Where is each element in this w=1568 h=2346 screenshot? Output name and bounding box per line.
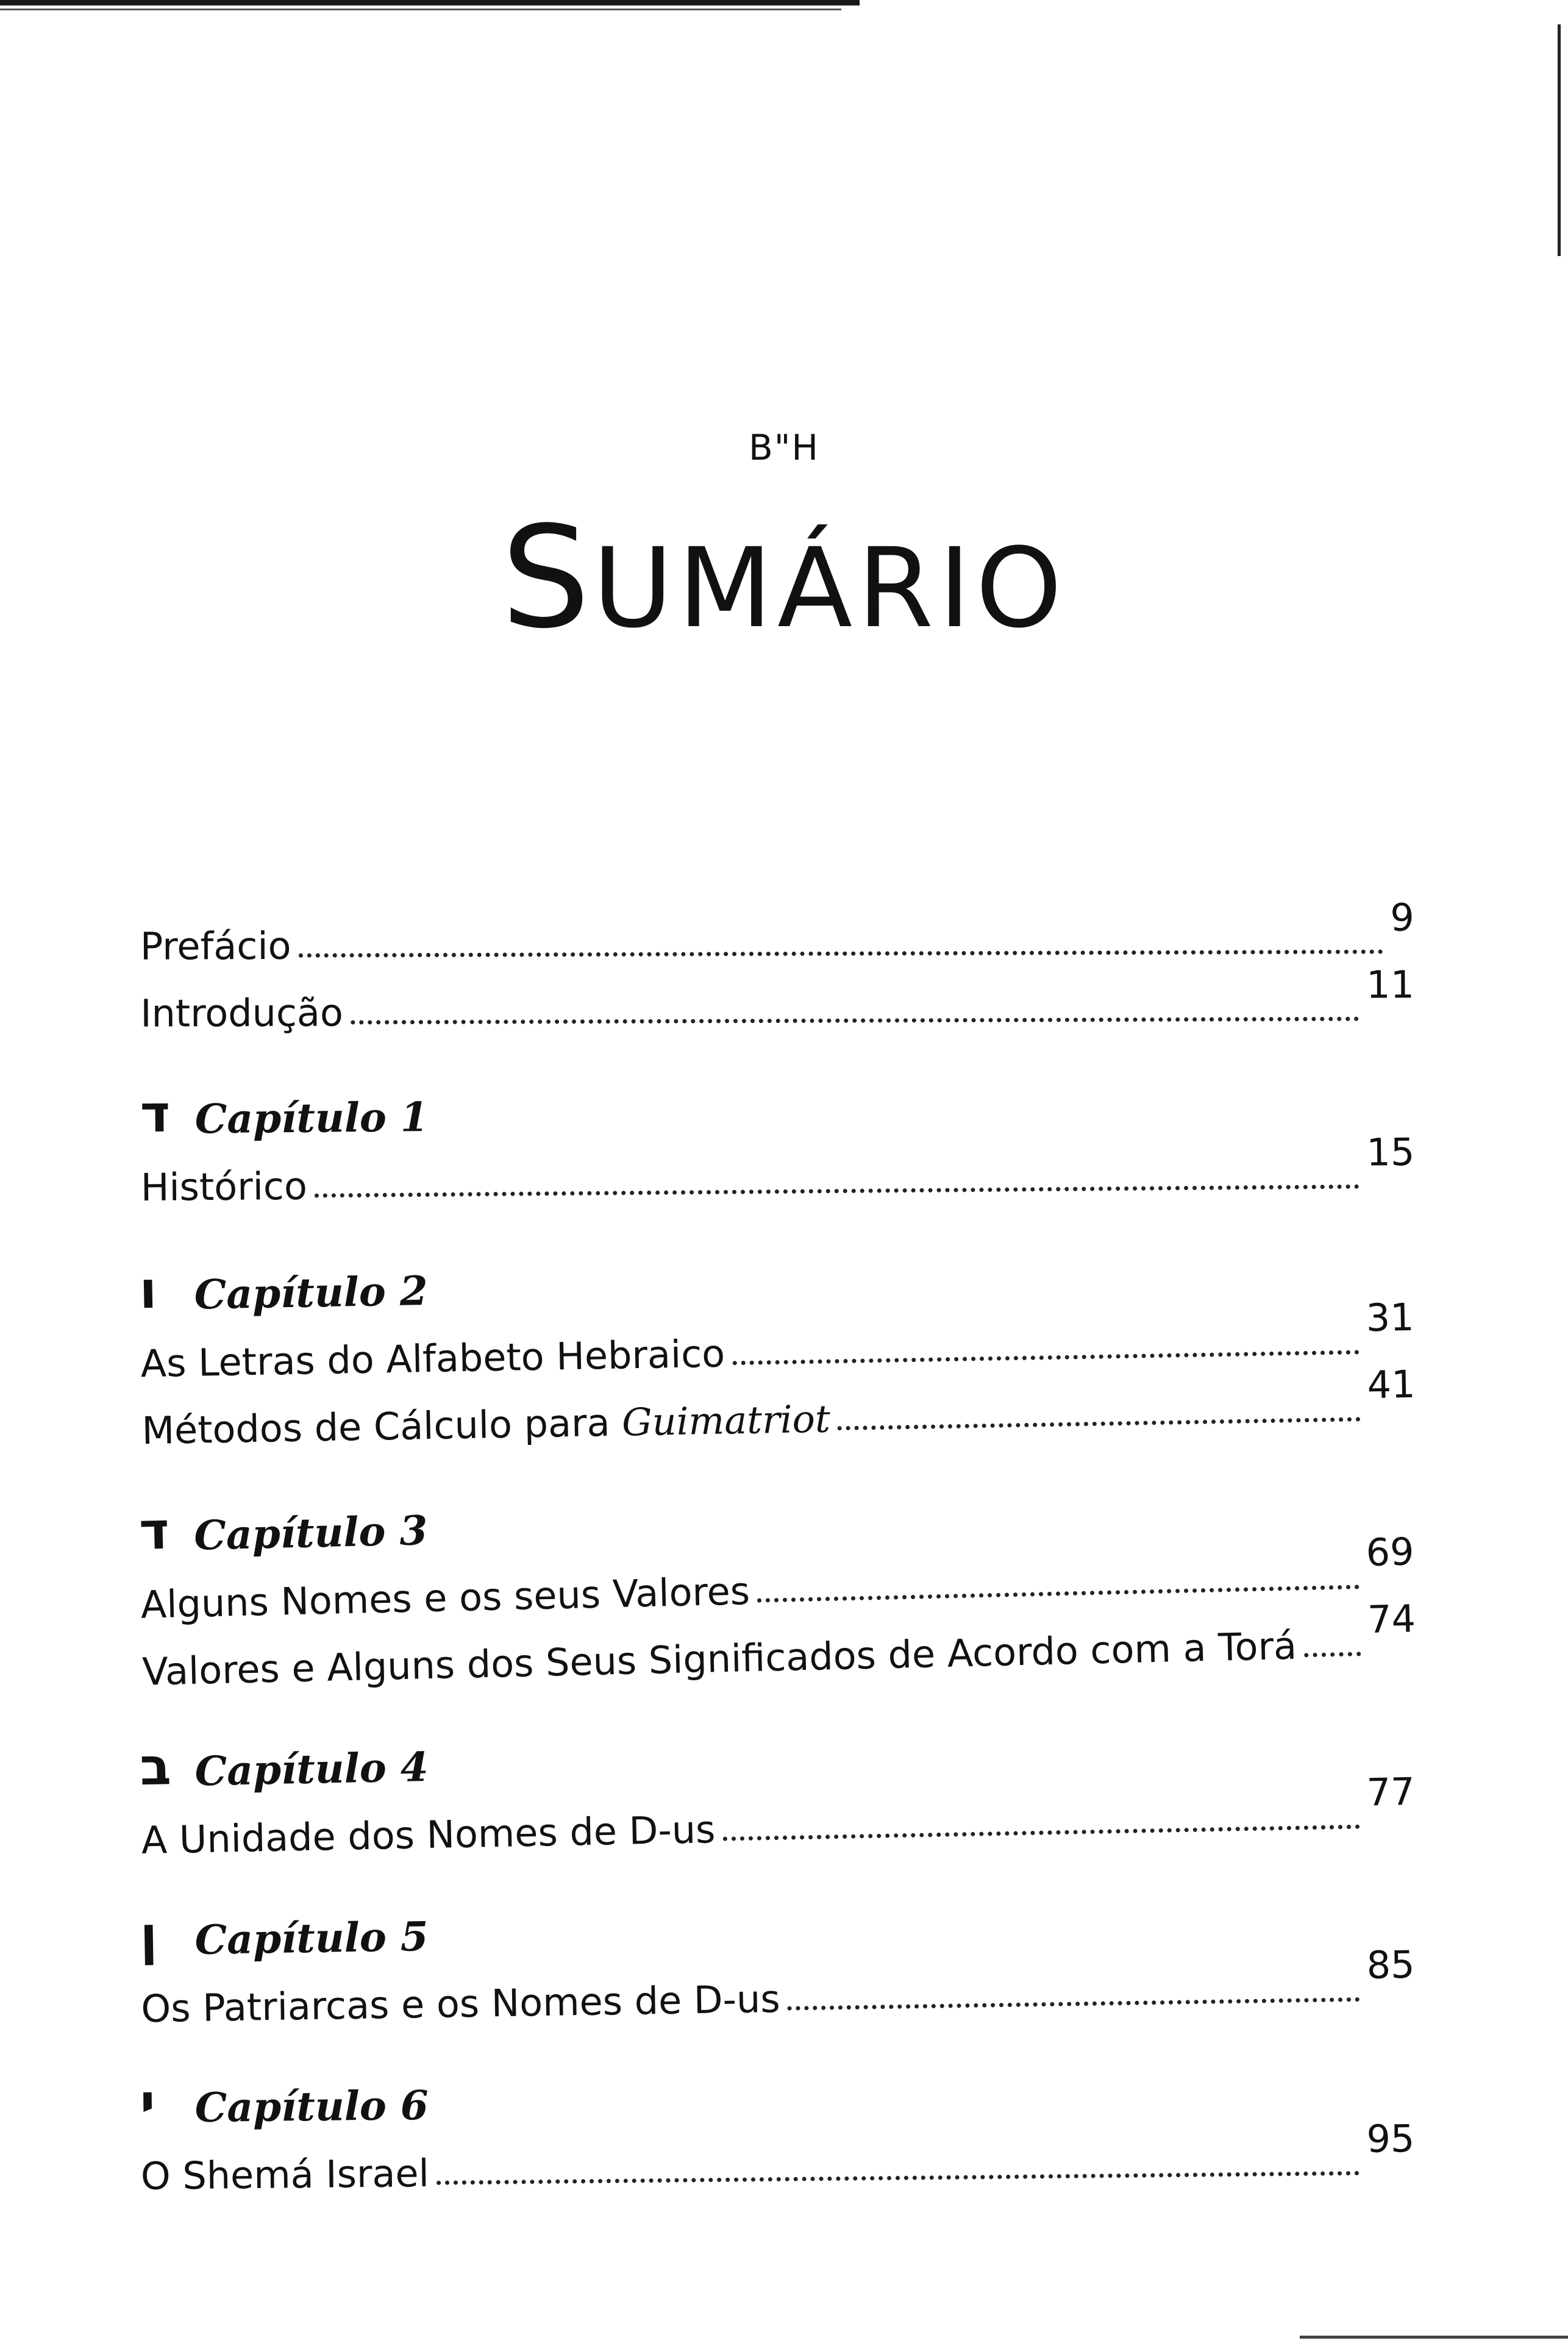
page-title-initial: S [501, 497, 593, 660]
scan-right-edge [1558, 24, 1561, 256]
chapter-2-group [138, 1221, 1416, 1453]
chapter-label: Capítulo 3 [193, 1506, 429, 1560]
chapter-3-group [138, 1455, 1416, 1694]
toc-entry-label: Valores e Alguns dos Seus Significados de Acordo com a Torá [141, 1623, 1297, 1694]
toc-entry-page: 74 [1367, 1596, 1416, 1642]
hebrew-letter-icon: ן [139, 1905, 159, 1966]
page-mark: B"H [748, 427, 820, 468]
hebrew-letter-icon: ד [140, 1083, 171, 1144]
hebrew-letter-icon: ו [138, 1260, 158, 1321]
toc-entry-page: 41 [1367, 1361, 1416, 1408]
dot-leader [838, 1417, 1361, 1430]
scan-bottom-rule [1300, 2336, 1568, 2339]
toc-entry-label-text: Métodos de Cálculo para [141, 1400, 611, 1453]
toc-entry-page: 95 [1366, 2116, 1415, 2161]
chapter-4-group [139, 1695, 1416, 1863]
toc-entry-page: 9 [1390, 895, 1414, 940]
chapter-label: Capítulo 5 [194, 1912, 429, 1964]
dot-leader [1304, 1652, 1361, 1657]
toc-entry-label-italic: Guimatriot [621, 1396, 831, 1445]
dot-leader [351, 1017, 1359, 1025]
dot-leader [299, 950, 1383, 958]
dot-leader [788, 1997, 1360, 2011]
chapter-label: Capítulo 6 [194, 2081, 429, 2131]
dot-leader [437, 2171, 1360, 2185]
page-title [0, 497, 1568, 660]
toc-entry-label: Prefácio [140, 923, 291, 969]
chapter-heading-6 [140, 2042, 1414, 2133]
toc-entry-historico[interactable] [140, 1128, 1415, 1210]
table-of-contents [138, 895, 1416, 2198]
toc-entry-introducao[interactable] [140, 961, 1415, 1036]
chapter-label: Capítulo 1 [194, 1093, 429, 1143]
hebrew-letter-icon: ב [139, 1736, 172, 1797]
dot-leader [723, 1825, 1360, 1841]
chapter-label: Capítulo 2 [194, 1267, 429, 1319]
toc-entry-label: Histórico [140, 1163, 308, 1210]
toc-entry-label: Os Patriarcas e os Nomes de D-us [140, 1976, 781, 2031]
toc-entry-label: As Letras do Alfabeto Hebraico [140, 1331, 725, 1386]
toc-entry-page: 15 [1366, 1129, 1415, 1175]
toc-entry-page: 11 [1366, 962, 1415, 1007]
toc-entry-label: Alguns Nomes e os seus Valores [140, 1569, 750, 1627]
hebrew-letter-icon: י [140, 2072, 155, 2133]
chapter-1-group [140, 1055, 1415, 1210]
dot-leader [315, 1185, 1360, 1198]
page-title-rest: UMÁRIO [592, 525, 1067, 652]
toc-entry-page: 77 [1366, 1769, 1416, 1815]
scan-top-rule-thin [0, 9, 841, 10]
front-matter [140, 894, 1415, 1036]
toc-entry-page: 31 [1366, 1294, 1415, 1341]
toc-entry-prefacio[interactable] [140, 894, 1414, 969]
chapter-5-group [139, 1868, 1416, 2031]
toc-entry-page: 69 [1365, 1529, 1415, 1575]
toc-entry-label: Introdução [140, 990, 344, 1036]
scan-top-rule [0, 0, 860, 5]
toc-entry-label: O Shemá Israel [140, 2150, 430, 2198]
chapter-6-group [140, 2042, 1415, 2198]
toc-entry-label: A Unidade dos Nomes de D-us [141, 1806, 716, 1863]
hebrew-letter-icon: ד [138, 1500, 170, 1561]
chapter-label: Capítulo 4 [194, 1742, 429, 1795]
toc-entry-label [141, 1396, 831, 1453]
toc-entry-shema-israel[interactable] [140, 2115, 1415, 2198]
chapter-heading-1 [140, 1055, 1414, 1144]
toc-entry-page: 85 [1366, 1942, 1416, 1988]
